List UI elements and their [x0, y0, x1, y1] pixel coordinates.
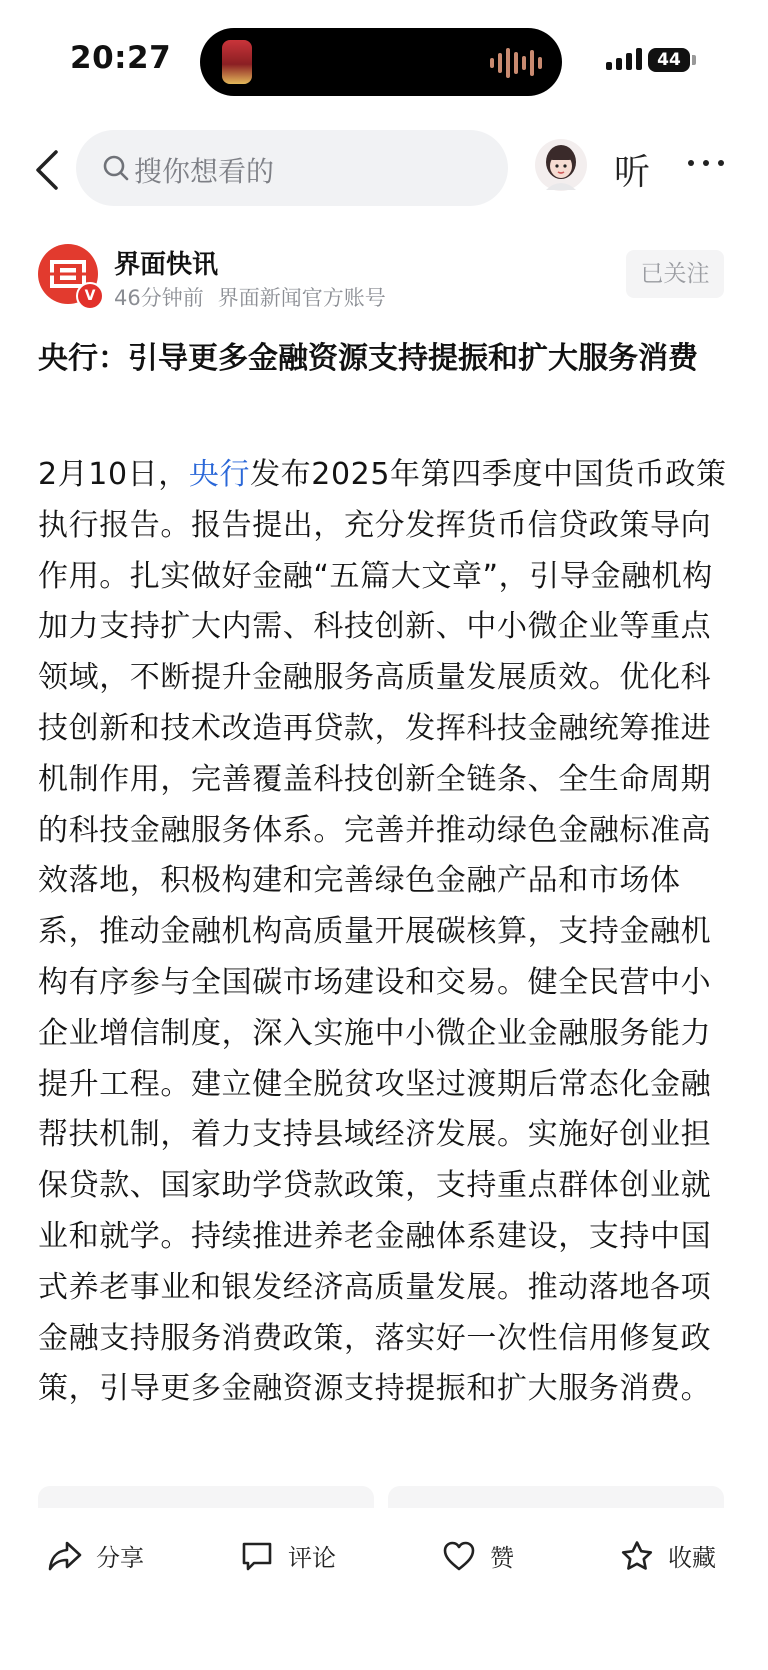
- author-meta: [114, 282, 386, 312]
- article-text: 发布2025年第四季度中国货币政策执行报告。报告提出，充分发挥货币信贷政策导向作用。扎实做好金融“五篇大文章”，引导金融机构加力支持扩大内需、科技创新、中小微企业等重点领域，不断提升金融服务高质量发展质效。优化科技创新和技术改造再贷款，发挥科技金融统筹推进机制作用，完善覆盖科技创新全链条、全生命周期的科技金融服务体系。完善并推动绿色金融标准高效落地，积极构建和完善绿色金融产品和市场体系，推动金融机构高质量开展碳核算，支持金融机构有序参与全国碳市场建设和交易。健全民营中小企业增信制度，深入实施中小微企业金融服务能力提升工程。建立健全脱贫攻坚过渡期后常态化金融帮扶机制，着力支持县域经济发展。实施好创业担保贷款、国家助学贷款政策，支持重点群体创业就业和就学。持续推进养老金融体系建设，支持中国式养老事业和银发经济高质量发展。推动落地各项金融支持服务消费政策，落实好一次性信用修复政策，引导更多金融资源支持提振和扩大服务消费。: [38, 457, 727, 1407]
- verified-badge: V: [76, 282, 104, 310]
- battery-cap: [692, 55, 696, 65]
- dynamic-island: [200, 28, 562, 96]
- more-button[interactable]: [688, 160, 724, 166]
- listen-button[interactable]: 听: [614, 152, 651, 193]
- user-avatar[interactable]: [534, 138, 588, 192]
- like-label: 赞: [490, 1544, 514, 1572]
- article-date: 2月10日，: [38, 457, 189, 492]
- audio-waveform-icon: [490, 46, 542, 80]
- chevron-left-icon: [30, 148, 66, 192]
- back-button[interactable]: [30, 148, 66, 192]
- comment-icon: [240, 1540, 274, 1572]
- signal-icon: [606, 48, 642, 70]
- star-icon: [620, 1540, 654, 1572]
- avatar-icon: [534, 138, 588, 192]
- article-title: 央行：引导更多金融资源支持提振和扩大服务消费: [38, 341, 698, 376]
- author-description: 界面新闻官方账号: [217, 286, 386, 310]
- bottom-action-bar: [0, 1508, 768, 1670]
- heart-icon: [442, 1540, 476, 1572]
- share-icon: [48, 1540, 82, 1572]
- more-dot: [688, 160, 694, 166]
- search-icon: [102, 154, 130, 182]
- like-button[interactable]: [442, 1538, 514, 1573]
- now-playing-thumbnail: [222, 40, 252, 84]
- more-dot: [703, 160, 709, 166]
- search-input[interactable]: [76, 130, 508, 206]
- comment-button[interactable]: [240, 1538, 336, 1573]
- more-dot: [718, 160, 724, 166]
- publish-time: 46分钟前: [114, 286, 204, 310]
- status-time: 20:27: [70, 40, 172, 76]
- follow-button[interactable]: 已关注: [626, 250, 724, 298]
- author-name[interactable]: 界面快讯: [114, 250, 219, 280]
- article-body: [38, 450, 740, 1415]
- search-placeholder: 搜你想看的: [134, 155, 275, 188]
- article-link-pboc[interactable]: 央行: [188, 457, 251, 492]
- share-button[interactable]: [48, 1538, 144, 1573]
- favorite-label: 收藏: [668, 1544, 716, 1572]
- battery-icon: 44: [648, 48, 690, 72]
- favorite-button[interactable]: [620, 1538, 716, 1573]
- share-label: 分享: [96, 1544, 144, 1572]
- comment-label: 评论: [288, 1544, 336, 1572]
